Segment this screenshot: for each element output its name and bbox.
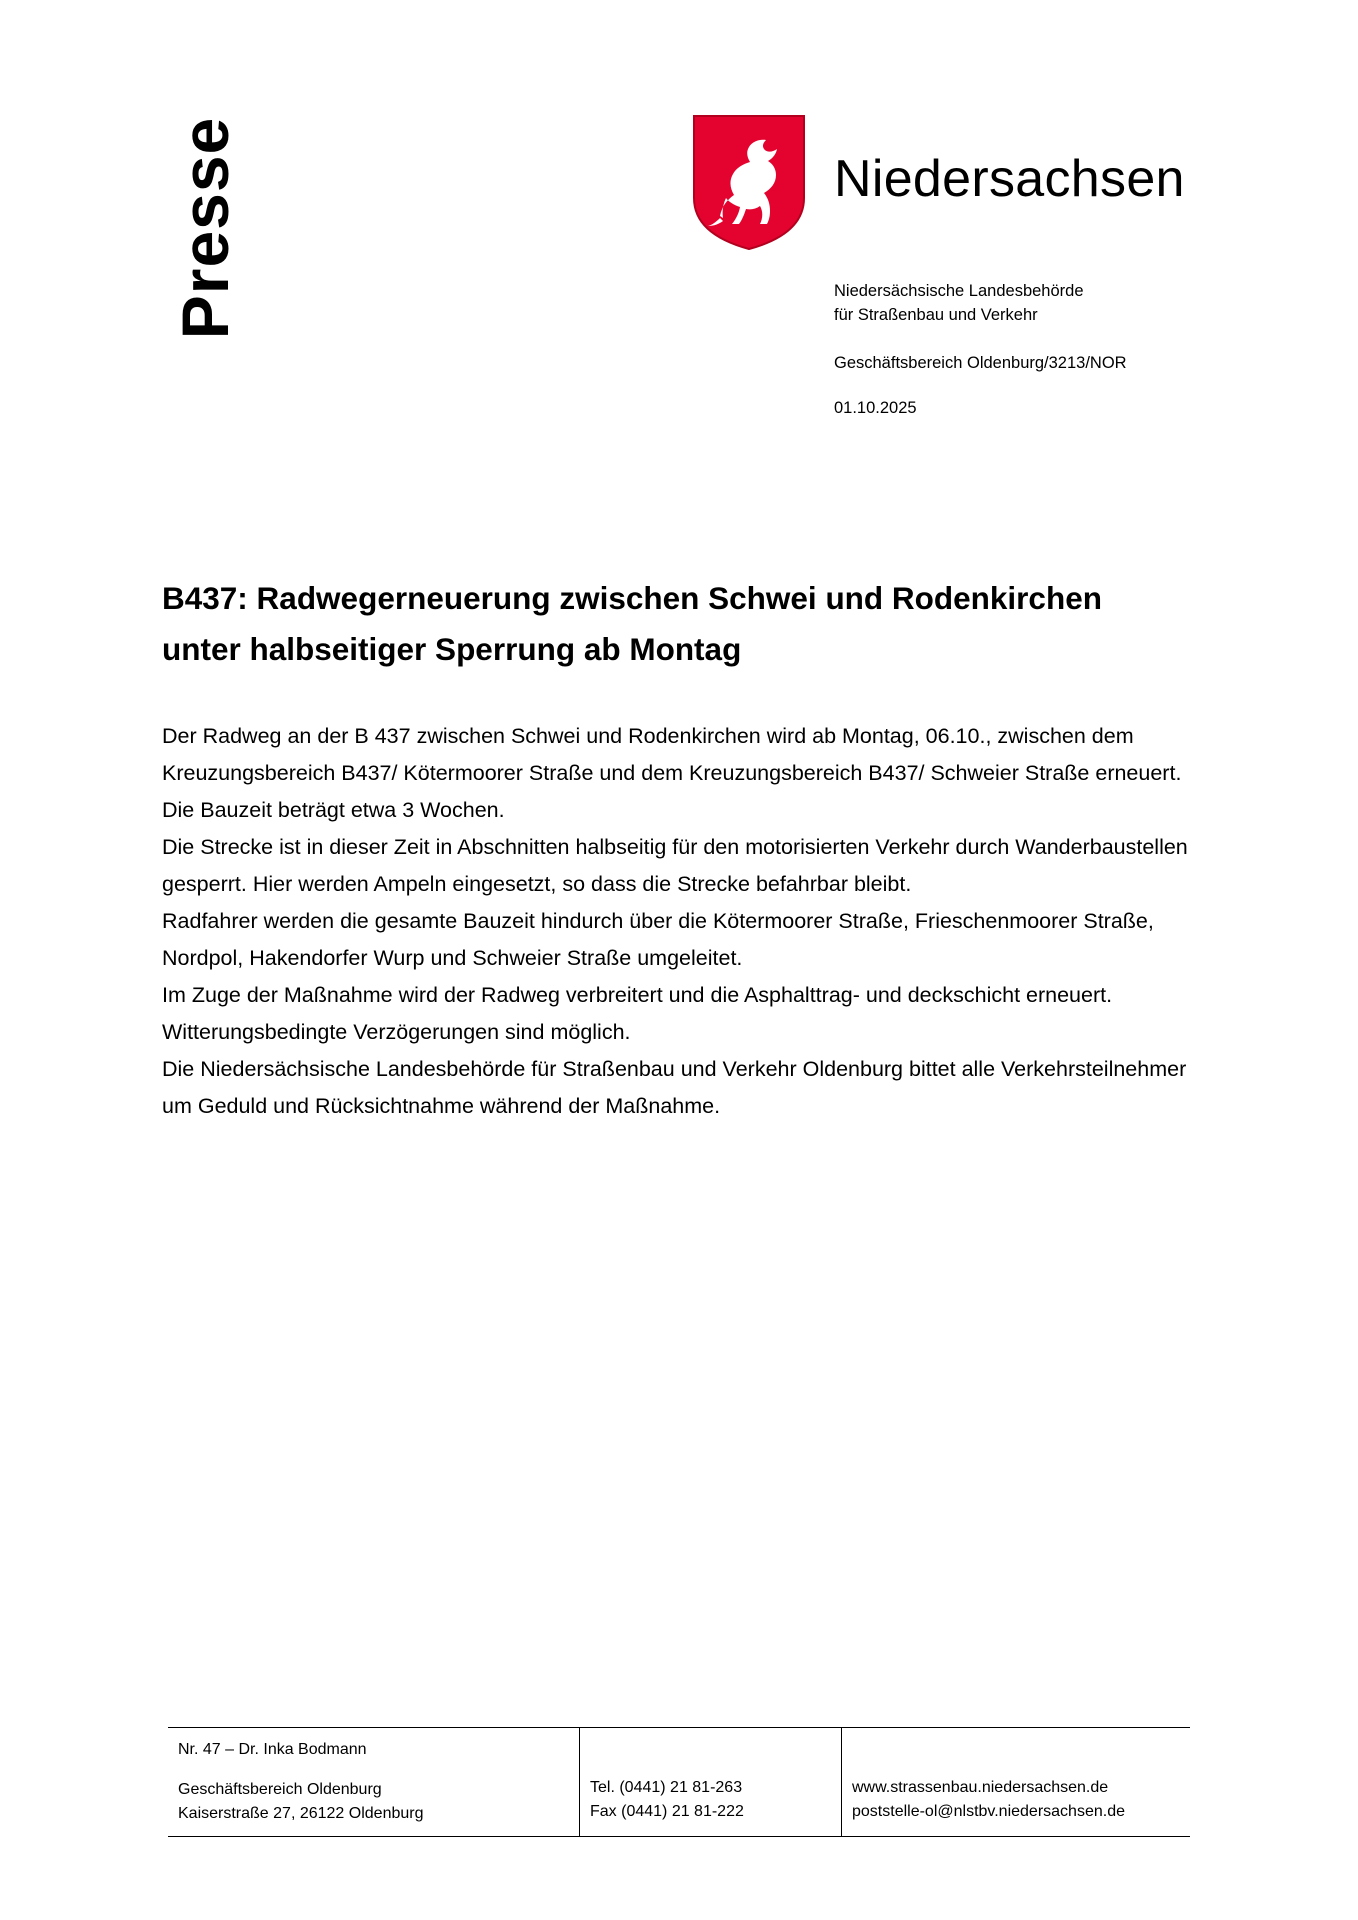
footer-contact-number: Nr. 47 – Dr. Inka Bodmann xyxy=(178,1741,367,1758)
authority-line-1: Niedersächsische Landesbehörde xyxy=(834,282,1084,300)
logo-title: Niedersachsen xyxy=(834,150,1185,208)
footer-fax: Fax (0441) 21 81-222 xyxy=(590,1803,744,1820)
footer-cell-phone xyxy=(580,1728,842,1836)
footer-cell-contact xyxy=(168,1728,580,1836)
footer-website-link[interactable]: www.strassenbau.niedersachsen.de xyxy=(852,1779,1109,1796)
paragraph: Radfahrer werden die gesamte Bauzeit hindurch über die Kötermoorer Straße, Frieschenmoorer Straße, Nordpol, Hakendorfer Wurp und Schweier Straße umgeleitet. xyxy=(162,908,1154,970)
footer-address: Kaiserstraße 27, 26122 Oldenburg xyxy=(178,1805,424,1822)
sender-block xyxy=(690,112,1250,418)
authority-line-2: für Straßenbau und Verkehr xyxy=(834,305,1038,324)
footer-cell-web xyxy=(842,1728,1190,1836)
release-date: 01.10.2025 xyxy=(834,398,917,417)
department-line: Geschäftsbereich Oldenburg/3213/NOR xyxy=(834,353,1127,372)
paragraph: Im Zuge der Maßnahme wird der Radweg verbreitert und die Asphalttrag- und deckschicht erneuert. xyxy=(162,982,1113,1007)
footer-email-link[interactable]: poststelle-ol@nlstbv.niedersachsen.de xyxy=(852,1803,1125,1820)
footer-contact-table xyxy=(168,1727,1190,1837)
logo-row xyxy=(690,112,1250,252)
lower-saxony-horse-coat-of-arms-icon xyxy=(690,112,808,252)
footer-office: Geschäftsbereich Oldenburg xyxy=(178,1781,382,1798)
paragraph: Die Strecke ist in dieser Zeit in Abschnitten halbseitig für den motorisierten Verkehr durch Wanderbaustellen gesperrt. Hier werden Ampeln eingesetzt, so dass die Strecke befahrbar bleibt. xyxy=(162,834,1188,896)
presse-wordmark-text: Presse xyxy=(168,116,242,340)
page-title: B437: Radwegerneuerung zwischen Schwei und Rodenkirchen unter halbseitiger Sperrung ab Montag xyxy=(162,580,1102,668)
paragraph: Der Radweg an der B 437 zwischen Schwei und Rodenkirchen wird ab Montag, 06.10., zwischen dem Kreuzungsbereich B437/ Kötermoorer Straße und dem Kreuzungsbereich B437/ Schweier Straße erneuert. Die Bauzeit beträgt etwa 3 Wochen. xyxy=(162,724,1182,822)
paragraph: Witterungsbedingte Verzögerungen sind möglich. xyxy=(162,1019,631,1044)
body-text xyxy=(162,718,1192,1125)
authority-name xyxy=(834,280,1250,328)
presse-wordmark xyxy=(150,90,260,410)
footer-phone: Tel. (0441) 21 81-263 xyxy=(590,1779,743,1796)
paragraph: Die Niedersächsische Landesbehörde für Straßenbau und Verkehr Oldenburg bittet alle Verkehrsteilnehmer um Geduld und Rücksichtnahme während der Maßnahme. xyxy=(162,1056,1187,1118)
